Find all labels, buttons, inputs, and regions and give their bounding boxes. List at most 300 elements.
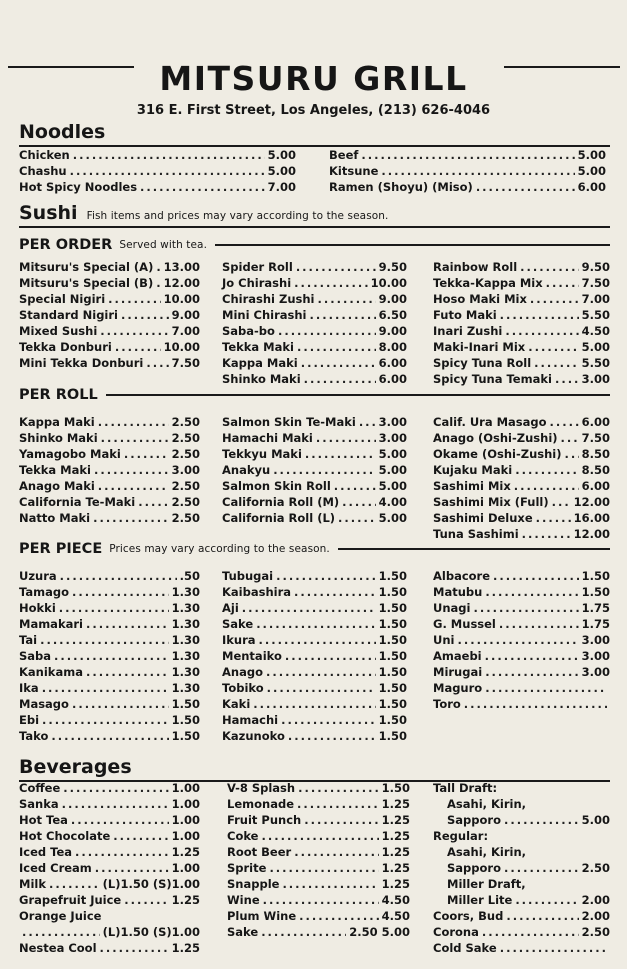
item-name: Kanikama bbox=[19, 665, 83, 679]
menu-item bbox=[222, 568, 407, 584]
menu-item bbox=[433, 780, 610, 796]
dot-leader bbox=[297, 339, 376, 355]
item-price: 1.50 bbox=[171, 697, 200, 711]
menu-item bbox=[433, 812, 610, 828]
item-price: 1.25 bbox=[381, 877, 410, 891]
dot-leader bbox=[515, 892, 578, 908]
item-name: Sashimi Mix bbox=[433, 479, 511, 493]
dot-leader bbox=[124, 446, 169, 462]
dot-leader bbox=[140, 179, 265, 195]
dot-leader bbox=[86, 616, 169, 632]
dot-leader bbox=[546, 275, 579, 291]
dot-leader bbox=[473, 600, 578, 616]
dot-leader bbox=[138, 494, 168, 510]
item-price: 1.50 bbox=[378, 697, 407, 711]
dot-leader bbox=[40, 632, 169, 648]
item-price: 4.50 bbox=[381, 909, 410, 923]
menu-item bbox=[433, 844, 610, 860]
dot-leader bbox=[266, 664, 376, 680]
menu-item bbox=[227, 780, 410, 796]
item-price: (L)1.50 (S)1.00 bbox=[102, 877, 200, 891]
item-price: 3.00 bbox=[581, 633, 610, 647]
item-name: Special Nigiri bbox=[19, 292, 106, 306]
item-price: 4.50 bbox=[581, 324, 610, 338]
menu-item bbox=[222, 275, 407, 291]
item-name: Saba bbox=[19, 649, 52, 663]
menu-item bbox=[19, 844, 200, 860]
menu-item bbox=[19, 179, 296, 195]
dot-leader bbox=[98, 414, 169, 430]
item-name: Hoso Maki Mix bbox=[433, 292, 527, 306]
item-name: Hamachi Maki bbox=[222, 431, 313, 445]
menu-item bbox=[433, 860, 610, 876]
dot-leader bbox=[299, 908, 378, 924]
dot-leader bbox=[550, 414, 579, 430]
item-name: Tako bbox=[19, 729, 49, 743]
item-price: 1.25 bbox=[381, 829, 410, 843]
menu-item bbox=[222, 648, 407, 664]
item-price: 5.00 bbox=[577, 148, 606, 162]
item-price: 5.50 bbox=[581, 356, 610, 370]
item-price: 9.50 bbox=[378, 260, 407, 274]
item-name: Ika bbox=[19, 681, 39, 695]
menu-item bbox=[227, 860, 410, 876]
item-price: 1.50 bbox=[171, 729, 200, 743]
item-price: 8.00 bbox=[378, 340, 407, 354]
item-name: Coffee bbox=[19, 781, 61, 795]
item-name: Salmon Skin Roll bbox=[222, 479, 331, 493]
menu-item bbox=[19, 632, 200, 648]
item-price: 1.25 bbox=[381, 845, 410, 859]
item-name: Iced Tea bbox=[19, 845, 73, 859]
item-price: 1.50 bbox=[378, 585, 407, 599]
dot-leader bbox=[361, 147, 574, 163]
item-name: Natto Maki bbox=[19, 511, 91, 525]
menu-item bbox=[433, 908, 610, 924]
dot-leader bbox=[146, 355, 168, 371]
menu-item bbox=[19, 828, 200, 844]
item-name: Asahi, Kirin, bbox=[447, 845, 527, 859]
dot-leader bbox=[273, 462, 375, 478]
item-price: (L)1.50 (S)1.00 bbox=[102, 925, 200, 939]
item-name: Mini Chirashi bbox=[222, 308, 307, 322]
item-name: Chicken bbox=[19, 148, 70, 162]
item-price: 5.00 bbox=[581, 340, 610, 354]
menu-item bbox=[433, 616, 610, 632]
dot-leader bbox=[305, 446, 376, 462]
item-price: 2.00 bbox=[581, 893, 610, 907]
menu-item bbox=[19, 510, 200, 526]
noodles-col-left bbox=[19, 147, 296, 195]
menu-item bbox=[227, 876, 410, 892]
restaurant-address: 316 E. First Street, Los Angeles, (213) 626-4046 bbox=[136, 103, 491, 118]
dot-leader bbox=[22, 924, 100, 940]
dot-leader bbox=[63, 780, 168, 796]
dot-leader bbox=[338, 510, 376, 526]
item-name: Tekkyu Maki bbox=[222, 447, 302, 461]
dot-leader bbox=[297, 796, 379, 812]
menu-item bbox=[433, 696, 610, 712]
item-name: Standard Nigiri bbox=[19, 308, 118, 322]
item-price: 1.00 bbox=[171, 829, 200, 843]
dot-leader bbox=[565, 446, 579, 462]
section-sushi bbox=[19, 202, 610, 228]
per-roll-col-1 bbox=[19, 414, 200, 526]
item-name: Spicy Tuna Temaki bbox=[433, 372, 552, 386]
item-price: 6.00 bbox=[581, 479, 610, 493]
item-price: 5.00 bbox=[577, 164, 606, 178]
item-price: 1.50 bbox=[171, 713, 200, 727]
item-name: California Roll (L) bbox=[222, 511, 336, 525]
item-price: 7.50 bbox=[581, 431, 610, 445]
dot-leader bbox=[504, 860, 579, 876]
item-name: Asahi, Kirin, bbox=[447, 797, 527, 811]
item-name: Inari Zushi bbox=[433, 324, 503, 338]
menu-item bbox=[19, 339, 200, 355]
dot-leader bbox=[561, 430, 579, 446]
dot-leader bbox=[281, 712, 376, 728]
menu-item bbox=[19, 478, 200, 494]
menu-item bbox=[433, 323, 610, 339]
menu-item bbox=[19, 163, 296, 179]
dot-leader bbox=[310, 307, 376, 323]
dot-leader bbox=[71, 812, 169, 828]
dot-leader bbox=[555, 371, 579, 387]
item-price: 1.30 bbox=[171, 617, 200, 631]
item-name: V-8 Splash bbox=[227, 781, 296, 795]
dot-leader bbox=[59, 600, 169, 616]
menu-item bbox=[222, 510, 407, 526]
item-price: 12.00 bbox=[573, 495, 610, 509]
item-price: 13.00 bbox=[163, 260, 200, 274]
item-name: Matubu bbox=[433, 585, 483, 599]
item-name: Coors, Bud bbox=[433, 909, 504, 923]
item-name: Ebi bbox=[19, 713, 40, 727]
item-name: Tobiko bbox=[222, 681, 264, 695]
dot-leader bbox=[70, 163, 265, 179]
item-price: 9.50 bbox=[581, 260, 610, 274]
item-price: 1.50 bbox=[378, 649, 407, 663]
item-price: 10.00 bbox=[370, 276, 407, 290]
dot-leader bbox=[334, 478, 376, 494]
item-name: Kaki bbox=[222, 697, 251, 711]
item-name: Anago Maki bbox=[19, 479, 95, 493]
dot-leader bbox=[457, 632, 578, 648]
dot-leader bbox=[51, 728, 168, 744]
dot-leader bbox=[520, 259, 578, 275]
dot-leader bbox=[514, 478, 579, 494]
item-price: 7.50 bbox=[581, 276, 610, 290]
menu-item bbox=[227, 828, 410, 844]
item-price: 6.00 bbox=[378, 356, 407, 370]
item-price: 1.00 bbox=[171, 797, 200, 811]
item-price: 3.00 bbox=[581, 649, 610, 663]
menu-item bbox=[19, 446, 200, 462]
item-name: Wine bbox=[227, 893, 260, 907]
dot-leader bbox=[242, 600, 376, 616]
item-price: 2.50 bbox=[581, 861, 610, 875]
item-price: 2.50 bbox=[171, 431, 200, 445]
menu-item bbox=[433, 648, 610, 664]
item-name: Calif. Ura Masago bbox=[433, 415, 547, 429]
dot-leader bbox=[49, 876, 100, 892]
dot-leader bbox=[72, 696, 169, 712]
item-price: .50 bbox=[179, 569, 200, 583]
dot-leader bbox=[530, 291, 579, 307]
menu-item bbox=[19, 494, 200, 510]
item-name: Mixed Sushi bbox=[19, 324, 98, 338]
subsection-per-piece bbox=[19, 540, 610, 558]
item-price: 8.50 bbox=[581, 463, 610, 477]
menu-item bbox=[227, 924, 410, 940]
item-name: Hot Tea bbox=[19, 813, 68, 827]
item-name: Mitsuru's Special (B) bbox=[19, 276, 154, 290]
menu-item bbox=[433, 940, 610, 956]
item-name: Regular: bbox=[433, 829, 489, 843]
subsection-rule bbox=[106, 394, 610, 396]
menu-item bbox=[222, 728, 407, 744]
item-name: Rainbow Roll bbox=[433, 260, 518, 274]
dot-leader bbox=[298, 780, 379, 796]
menu-item bbox=[19, 462, 200, 478]
item-price: 2.50 bbox=[171, 479, 200, 493]
item-name: Sake bbox=[227, 925, 259, 939]
dot-leader bbox=[100, 323, 168, 339]
menu-item bbox=[227, 796, 410, 812]
item-name: Chashu bbox=[19, 164, 67, 178]
dot-leader bbox=[485, 664, 578, 680]
dot-leader bbox=[75, 844, 169, 860]
menu-item bbox=[19, 876, 200, 892]
dot-leader bbox=[108, 291, 160, 307]
subsection-per-roll bbox=[19, 386, 610, 404]
dot-leader bbox=[62, 796, 169, 812]
menu-item bbox=[19, 892, 200, 908]
item-name: Chirashi Zushi bbox=[222, 292, 315, 306]
item-price: 3.00 bbox=[581, 665, 610, 679]
item-price: 1.50 bbox=[378, 601, 407, 615]
item-price: 1.50 bbox=[378, 569, 407, 583]
dot-leader bbox=[359, 414, 376, 430]
item-price: 9.00 bbox=[378, 292, 407, 306]
menu-item bbox=[222, 430, 407, 446]
item-name: Toro bbox=[433, 697, 461, 711]
item-name: Saba-bo bbox=[222, 324, 275, 338]
item-price: 1.50 bbox=[378, 729, 407, 743]
dot-leader bbox=[500, 307, 579, 323]
item-price: 1.30 bbox=[171, 585, 200, 599]
item-price: 5.00 bbox=[378, 511, 407, 525]
item-price: 7.00 bbox=[267, 180, 296, 194]
item-name: Spicy Tuna Roll bbox=[433, 356, 532, 370]
menu-item bbox=[222, 600, 407, 616]
subsection-rule bbox=[338, 548, 610, 550]
item-price: 2.50 bbox=[581, 925, 610, 939]
item-name: Tekka Maki bbox=[19, 463, 91, 477]
item-price: 3.00 bbox=[581, 372, 610, 386]
dot-leader bbox=[515, 462, 578, 478]
item-name: Kappa Maki bbox=[222, 356, 298, 370]
dot-leader bbox=[499, 616, 579, 632]
menu-item bbox=[227, 844, 410, 860]
beverages-col-2 bbox=[227, 780, 410, 940]
menu-item bbox=[433, 828, 610, 844]
item-name: Tekka Maki bbox=[222, 340, 294, 354]
dot-leader bbox=[269, 860, 378, 876]
menu-item bbox=[222, 323, 407, 339]
dot-leader bbox=[294, 275, 367, 291]
dot-leader bbox=[86, 664, 169, 680]
dot-leader bbox=[253, 696, 375, 712]
item-name: Orange Juice bbox=[19, 909, 102, 923]
menu-item bbox=[19, 291, 200, 307]
item-name: Hot Spicy Noodles bbox=[19, 180, 138, 194]
menu-item bbox=[222, 259, 407, 275]
menu-item bbox=[19, 414, 200, 430]
item-name: Yamagobo Maki bbox=[19, 447, 121, 461]
item-name: Amaebi bbox=[433, 649, 482, 663]
item-name: Tamago bbox=[19, 585, 69, 599]
item-price: 1.75 bbox=[581, 601, 610, 615]
subsection-note: Served with tea. bbox=[119, 239, 208, 251]
item-price: 5.00 bbox=[378, 463, 407, 477]
item-name: Hamachi bbox=[222, 713, 279, 727]
item-price: 1.25 bbox=[171, 893, 200, 907]
item-price: 1.25 bbox=[171, 845, 200, 859]
per-order-col-2 bbox=[222, 259, 407, 387]
dot-leader bbox=[500, 940, 607, 956]
item-name: Kitsune bbox=[329, 164, 379, 178]
menu-item bbox=[433, 664, 610, 680]
item-name: Shinko Maki bbox=[19, 431, 98, 445]
item-name: Nestea Cool bbox=[19, 941, 97, 955]
item-name: Sake bbox=[222, 617, 254, 631]
item-price: 5.00 bbox=[267, 164, 296, 178]
subsection-rule bbox=[215, 244, 610, 246]
menu-item bbox=[19, 728, 200, 744]
item-name: Uni bbox=[433, 633, 455, 647]
item-name: Beef bbox=[329, 148, 359, 162]
item-name: Ikura bbox=[222, 633, 256, 647]
item-price: 1.50 bbox=[581, 569, 610, 583]
item-name: Unagi bbox=[433, 601, 471, 615]
menu-item bbox=[433, 371, 610, 387]
item-name: Lemonade bbox=[227, 797, 294, 811]
item-price: 1.00 bbox=[171, 813, 200, 827]
menu-item bbox=[19, 796, 200, 812]
item-name: Mirugai bbox=[433, 665, 483, 679]
dot-leader bbox=[93, 510, 169, 526]
menu-item bbox=[433, 275, 610, 291]
section-note: Fish items and prices may vary according to the season. bbox=[86, 210, 389, 222]
item-price: 5.00 bbox=[267, 148, 296, 162]
menu-item bbox=[222, 371, 407, 387]
menu-item bbox=[19, 600, 200, 616]
per-piece-col-3 bbox=[433, 568, 610, 712]
menu-item bbox=[222, 632, 407, 648]
item-name: Tubugai bbox=[222, 569, 274, 583]
item-price: 1.30 bbox=[171, 665, 200, 679]
item-price: 5.50 bbox=[581, 308, 610, 322]
menu-item bbox=[227, 812, 410, 828]
dot-leader bbox=[113, 828, 168, 844]
item-price: 5.00 bbox=[378, 479, 407, 493]
restaurant-name: MITSURU GRILL bbox=[159, 59, 468, 98]
per-piece-col-2 bbox=[222, 568, 407, 744]
item-price: 4.50 bbox=[381, 893, 410, 907]
item-name: Kappa Maki bbox=[19, 415, 95, 429]
menu-item bbox=[222, 339, 407, 355]
menu-item bbox=[433, 259, 610, 275]
menu-item bbox=[433, 584, 610, 600]
dot-leader bbox=[296, 259, 376, 275]
dot-leader bbox=[534, 355, 578, 371]
dot-leader bbox=[505, 323, 578, 339]
item-name: Hokki bbox=[19, 601, 56, 615]
menu-item bbox=[433, 892, 610, 908]
dot-leader bbox=[276, 568, 376, 584]
subsection-title: PER ORDER bbox=[19, 237, 113, 253]
item-name: Anago (Oshi-Zushi) bbox=[433, 431, 558, 445]
item-price: 2.50 bbox=[171, 447, 200, 461]
dot-leader bbox=[156, 259, 160, 275]
item-price: 1.50 bbox=[581, 585, 610, 599]
menu-item bbox=[19, 568, 200, 584]
menu-item bbox=[222, 664, 407, 680]
item-price: 1.00 bbox=[171, 861, 200, 875]
item-price: 5.00 bbox=[378, 447, 407, 461]
item-price: 4.00 bbox=[378, 495, 407, 509]
item-name: Mini Tekka Donburi bbox=[19, 356, 144, 370]
dot-leader bbox=[42, 712, 169, 728]
menu-item bbox=[433, 446, 610, 462]
dot-leader bbox=[528, 339, 578, 355]
item-name: Futo Maki bbox=[433, 308, 497, 322]
per-piece-col-1 bbox=[19, 568, 200, 744]
dot-leader bbox=[54, 648, 169, 664]
menu-item bbox=[433, 462, 610, 478]
item-name: California Roll (M) bbox=[222, 495, 340, 509]
dot-leader bbox=[342, 494, 375, 510]
item-name: Masago bbox=[19, 697, 69, 711]
item-name: Maki-Inari Mix bbox=[433, 340, 526, 354]
dot-leader bbox=[476, 179, 575, 195]
beverages-col-1 bbox=[19, 780, 200, 956]
item-name: Aji bbox=[222, 601, 239, 615]
menu-item bbox=[19, 940, 200, 956]
item-price: 8.50 bbox=[581, 447, 610, 461]
item-price: 1.30 bbox=[171, 681, 200, 695]
item-name: Cold Sake bbox=[433, 941, 497, 955]
item-name: Sapporo bbox=[447, 861, 501, 875]
item-name: Sprite bbox=[227, 861, 267, 875]
dot-leader bbox=[301, 355, 376, 371]
dot-leader bbox=[317, 291, 375, 307]
menu-item bbox=[19, 259, 200, 275]
item-price: 6.00 bbox=[581, 415, 610, 429]
subsection-title: PER PIECE bbox=[19, 541, 103, 557]
item-price: 12.00 bbox=[163, 276, 200, 290]
dot-leader bbox=[278, 323, 376, 339]
dot-leader bbox=[381, 163, 574, 179]
menu-item bbox=[433, 355, 610, 371]
item-name: Sanka bbox=[19, 797, 59, 811]
dot-leader bbox=[285, 648, 376, 664]
menu-item bbox=[329, 147, 606, 163]
item-name: Tekka-Kappa Mix bbox=[433, 276, 543, 290]
menu-item bbox=[19, 780, 200, 796]
menu-item bbox=[227, 908, 410, 924]
